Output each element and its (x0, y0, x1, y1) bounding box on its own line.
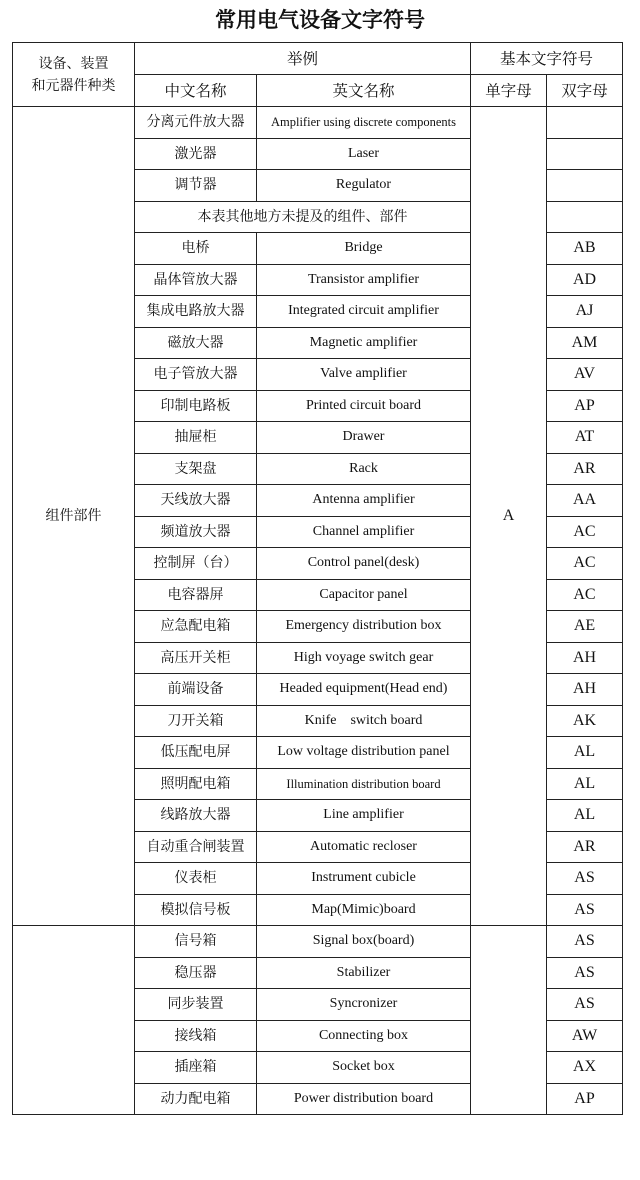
cn-name-cell: 插座箱 (135, 1052, 257, 1084)
double-letter-cell: AK (547, 705, 623, 737)
cn-name-header: 中文名称 (135, 75, 257, 107)
en-name-cell: Bridge (257, 233, 471, 265)
cn-name-cell: 电桥 (135, 233, 257, 265)
en-name-cell: Low voltage distribution panel (257, 737, 471, 769)
en-name-cell: Connecting box (257, 1020, 471, 1052)
double-letter-cell: AC (547, 548, 623, 580)
double-letter-cell: AR (547, 453, 623, 485)
double-letter-cell: AM (547, 327, 623, 359)
cn-name-cell: 支架盘 (135, 453, 257, 485)
cn-name-cell: 低压配电屏 (135, 737, 257, 769)
cn-name-cell: 模拟信号板 (135, 894, 257, 926)
category-header-line-1: 设备、装置 (38, 55, 109, 72)
double-letter-cell: AH (547, 642, 623, 674)
cn-name-cell: 照明配电箱 (135, 768, 257, 800)
en-name-cell: Automatic recloser (257, 831, 471, 863)
cn-name-cell: 稳压器 (135, 957, 257, 989)
cn-name-cell: 抽屉柜 (135, 422, 257, 454)
category-cell: 组件部件 (13, 107, 135, 926)
en-name-cell: Control panel(desk) (257, 548, 471, 580)
double-letter-cell: AX (547, 1052, 623, 1084)
double-letter-cell: AS (547, 863, 623, 895)
single-letter-cell (471, 926, 547, 1115)
cn-name-cell: 前端设备 (135, 674, 257, 706)
double-letter-header: 双字母 (547, 75, 623, 107)
en-name-cell: Regulator (257, 170, 471, 202)
cn-name-cell: 印制电路板 (135, 390, 257, 422)
double-letter-cell: AS (547, 989, 623, 1021)
cn-name-cell: 晶体管放大器 (135, 264, 257, 296)
header-row-1 (13, 43, 623, 75)
cn-name-cell: 电子管放大器 (135, 359, 257, 391)
cn-name-cell: 动力配电箱 (135, 1083, 257, 1115)
cn-name-cell: 控制屏（台） (135, 548, 257, 580)
double-letter-cell (547, 107, 623, 139)
cn-name-cell: 调节器 (135, 170, 257, 202)
single-letter-cell: A (471, 107, 547, 926)
cn-name-cell: 线路放大器 (135, 800, 257, 832)
en-name-cell: Printed circuit board (257, 390, 471, 422)
double-letter-cell: AP (547, 1083, 623, 1115)
en-name-cell: High voyage switch gear (257, 642, 471, 674)
cn-name-cell: 集成电路放大器 (135, 296, 257, 328)
en-name-header: 英文名称 (257, 75, 471, 107)
double-letter-cell: AL (547, 800, 623, 832)
en-name-cell: Power distribution board (257, 1083, 471, 1115)
en-name-cell: Rack (257, 453, 471, 485)
en-name-cell: Capacitor panel (257, 579, 471, 611)
en-name-cell: Emergency distribution box (257, 611, 471, 643)
cn-name-cell: 激光器 (135, 138, 257, 170)
double-letter-cell: AV (547, 359, 623, 391)
en-name-cell: Amplifier using discrete components (257, 107, 471, 139)
symbol-table (12, 42, 623, 1115)
table-row (13, 107, 623, 139)
double-letter-cell: AA (547, 485, 623, 517)
category-header (13, 43, 135, 107)
cn-name-cell: 频道放大器 (135, 516, 257, 548)
en-name-cell: Syncronizer (257, 989, 471, 1021)
basic-symbol-header: 基本文字符号 (471, 43, 623, 75)
en-name-cell: Valve amplifier (257, 359, 471, 391)
en-name-cell: Signal box(board) (257, 926, 471, 958)
cn-name-cell: 仪表柜 (135, 863, 257, 895)
double-letter-cell (547, 201, 623, 233)
double-letter-cell: AL (547, 737, 623, 769)
cn-name-cell: 信号箱 (135, 926, 257, 958)
double-letter-cell: AE (547, 611, 623, 643)
en-name-cell: Line amplifier (257, 800, 471, 832)
cn-name-cell: 接线箱 (135, 1020, 257, 1052)
en-name-cell: Stabilizer (257, 957, 471, 989)
double-letter-cell: AW (547, 1020, 623, 1052)
en-name-cell: Headed equipment(Head end) (257, 674, 471, 706)
page-title: 常用电气设备文字符号 (215, 7, 425, 32)
cn-name-cell: 自动重合闸装置 (135, 831, 257, 863)
double-letter-cell: AH (547, 674, 623, 706)
double-letter-cell: AD (547, 264, 623, 296)
en-name-cell: Drawer (257, 422, 471, 454)
cn-name-cell: 同步装置 (135, 989, 257, 1021)
double-letter-cell (547, 170, 623, 202)
cn-name-cell: 高压开关柜 (135, 642, 257, 674)
en-name-cell: Socket box (257, 1052, 471, 1084)
double-letter-cell (547, 138, 623, 170)
examples-header: 举例 (135, 43, 471, 75)
cn-name-cell: 电容器屏 (135, 579, 257, 611)
merged-name-cell: 本表其他地方未提及的组件、部件 (135, 201, 471, 233)
en-name-cell: Knife switch board (257, 705, 471, 737)
en-name-cell: Channel amplifier (257, 516, 471, 548)
en-name-cell: Instrument cubicle (257, 863, 471, 895)
double-letter-cell: AC (547, 516, 623, 548)
double-letter-cell: AB (547, 233, 623, 265)
single-letter-header: 单字母 (471, 75, 547, 107)
double-letter-cell: AJ (547, 296, 623, 328)
double-letter-cell: AS (547, 926, 623, 958)
en-name-cell: Map(Mimic)board (257, 894, 471, 926)
double-letter-cell: AS (547, 894, 623, 926)
en-name-cell: Integrated circuit amplifier (257, 296, 471, 328)
category-cell (13, 926, 135, 1115)
en-name-cell: Antenna amplifier (257, 485, 471, 517)
cn-name-cell: 天线放大器 (135, 485, 257, 517)
en-name-cell: Laser (257, 138, 471, 170)
en-name-cell: Transistor amplifier (257, 264, 471, 296)
en-name-cell: Illumination distribution board (257, 768, 471, 800)
double-letter-cell: AP (547, 390, 623, 422)
cn-name-cell: 应急配电箱 (135, 611, 257, 643)
double-letter-cell: AS (547, 957, 623, 989)
category-header-line-2: 和元器件种类 (31, 77, 116, 94)
double-letter-cell: AR (547, 831, 623, 863)
cn-name-cell: 刀开关箱 (135, 705, 257, 737)
table-row (13, 926, 623, 958)
cn-name-cell: 分离元件放大器 (135, 107, 257, 139)
cn-name-cell: 磁放大器 (135, 327, 257, 359)
double-letter-cell: AC (547, 579, 623, 611)
double-letter-cell: AL (547, 768, 623, 800)
en-name-cell: Magnetic amplifier (257, 327, 471, 359)
double-letter-cell: AT (547, 422, 623, 454)
